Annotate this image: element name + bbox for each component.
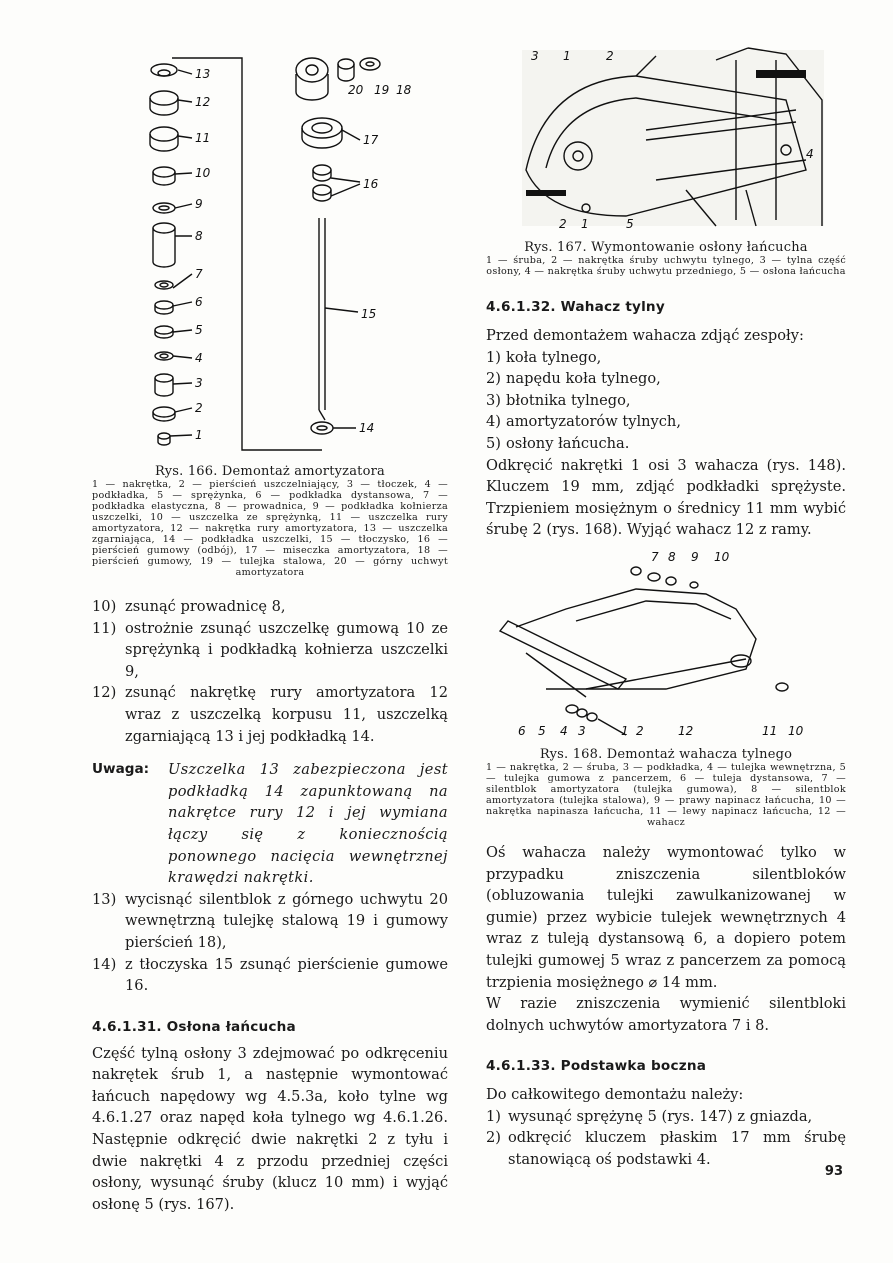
axis-paragraph: Oś wahacza należy wymontować tylko w przypadku zniszczenia silentbloków (obluzowania tulejki zawulkanizowanej w gumie) przez wybicie tulejek wewnętrznych 4 wraz z tuleją dystansową 6, a dopiero potem tulejki gumowej 5 wraz z pancerzem za pomocą trzpienia mosiężnego ⌀ 14 mm. bbox=[486, 843, 846, 991]
list-item: 13) wycisnąć silentblok z górnego uchwytu 20 wewnętrzną tulejkę stalową 19 i gumowy pierścień 18), bbox=[92, 890, 448, 951]
fig168-label-7: 7 bbox=[651, 549, 659, 564]
figure-166-title: Rys. 166. Demontaż amortyzatora bbox=[154, 464, 386, 479]
section-32-list bbox=[486, 347, 846, 455]
list-item: 14) z tłoczyska 15 zsunąć pierścienie gumowe 16. bbox=[92, 955, 448, 995]
list-item: 3) błotnika tylnego, bbox=[486, 391, 631, 409]
fig167-label-4: 4 bbox=[806, 147, 814, 161]
label-12: 12 bbox=[195, 95, 211, 109]
left-column bbox=[92, 40, 448, 1215]
fig167-label-5: 5 bbox=[626, 217, 634, 231]
figure-166-legend: 1 — nakrętka, 2 — pierścień uszczelniający, 3 — tłoczek, 4 — podkładka, 5 — sprężynka, 6 — podkładka dystansowa, 7 — podkładka elastyczna, 8 — prowadnica, 9 — podkładka kołnierza uszczelki, 10 — uszczelka ze sprężynką, 11 — uszczelka rury amortyzatora, 12 — nakrętka rury amortyzatora, 13 — uszczelka zgarniająca, 14 — podkładka uszczelki, 15 — tłoczysko, 16 — pierścień gumowy (odbój), 17 — miseczka amortyzatora, 18 — pierścień gumowy, 19 — tulejka stalowa, 20 — górny uchwyt amortyzatora bbox=[92, 479, 448, 578]
list-item: 2) napędu koła tylnego, bbox=[486, 370, 661, 388]
section-33-list bbox=[486, 1106, 846, 1171]
label-19: 19 bbox=[374, 83, 390, 97]
list-item: 5) osłony łańcucha. bbox=[486, 434, 630, 452]
fig168-label-8: 8 bbox=[668, 549, 676, 564]
list-item: 12) zsunąć nakrętkę rury amortyzatora 12 wraz z uszczelką korpusu 11, uszczelką zgarniającą 13 i jej podkładką 14. bbox=[92, 684, 448, 745]
figure-167-title: Rys. 167. Wymontowanie osłony łańcucha bbox=[524, 240, 808, 255]
fig167-label-2: 2 bbox=[606, 49, 614, 63]
figure-168-title: Rys. 168. Demontaż wahacza tylnego bbox=[539, 746, 793, 762]
note-text: Uszczelka 13 zabezpieczona jest podkładką 14 zapunktowaną na nakrętce rury 12 i jej wymiana łączy się z koniecznością ponownego nacięcia wewnętrznej krawędzi nakrętki. bbox=[168, 761, 448, 887]
label-2: 2 bbox=[195, 401, 203, 415]
fig168-label-12: 12 bbox=[678, 723, 694, 738]
figure-167-legend: 1 — śruba, 2 — nakrętka śruby uchwytu tylnego, 3 — tylna część osłony, 4 — nakrętka śruby uchwytu przedniego, 5 — osłona łańcucha bbox=[486, 255, 846, 277]
step-list-b bbox=[92, 889, 448, 997]
figure-167 bbox=[486, 40, 846, 277]
section-32-text: Odkręcić nakrętki 1 osi 3 wahacza (rys. 148). Kluczem 19 mm, zdjąć podkładki sprężyste. Trzpieniem mosiężnym o średnicy 11 mm wybić śrubę 2 (rys. 168). Wyjąć wahacz 12 z ramy. bbox=[486, 456, 846, 539]
figure-166 bbox=[92, 40, 448, 578]
warning-note bbox=[92, 759, 448, 889]
list-item: 11) ostrożnie zsunąć uszczelkę gumową 10 ze sprężynką i podkładką kołnierza uszczelki 9, bbox=[92, 619, 448, 680]
section-33-intro: Do całkowitego demontażu należy: bbox=[486, 1086, 744, 1104]
figure-168 bbox=[486, 549, 846, 828]
fig168-label-1: 1 bbox=[621, 723, 629, 738]
label-20: 20 bbox=[348, 83, 364, 97]
label-6: 6 bbox=[195, 295, 203, 309]
label-5: 5 bbox=[195, 323, 203, 337]
fig168-label-9: 9 bbox=[691, 549, 699, 564]
right-column bbox=[486, 40, 846, 1171]
shock-absorber-drawing bbox=[92, 40, 448, 456]
note-label: Uwaga: bbox=[92, 761, 150, 778]
label-11: 11 bbox=[195, 131, 211, 145]
swingarm-drawing bbox=[486, 549, 846, 739]
list-item: 4) amortyzatorów tylnych, bbox=[486, 413, 681, 431]
figure-168-legend: 1 — nakrętka, 2 — śruba, 3 — podkładka, 4 — tulejka wewnętrzna, 5 — tulejka gumowa z pancerzem, 6 — tuleja dystansowa, 7 — silentblok amortyzatora (tulejka gumowa), 8 — silentblok amortyzatora (tulejka stalowa), 9 — prawy napinacz łańcucha, 10 — nakrętka napinasza łańcucha, 11 — lewy napinacz łańcucha, 12 — wahacz bbox=[486, 761, 846, 828]
fig168-label-2: 2 bbox=[636, 723, 644, 738]
fig167-label-1b: 1 bbox=[581, 217, 589, 231]
label-18: 18 bbox=[396, 83, 412, 97]
label-9: 9 bbox=[195, 197, 203, 211]
label-10: 10 bbox=[195, 166, 211, 180]
fig168-label-10: 10 bbox=[714, 549, 730, 564]
list-item: 2) odkręcić kluczem płaskim 17 mm śrubę stanowiącą oś podstawki 4. bbox=[486, 1129, 846, 1169]
fig167-label-2b: 2 bbox=[559, 217, 567, 231]
replace-paragraph: W razie zniszczenia wymienić silentbloki dolnych uchwytów amortyzatora 7 i 8. bbox=[486, 995, 846, 1034]
section-heading-31: 4.6.1.31. Osłona łańcucha bbox=[92, 1018, 296, 1035]
label-3: 3 bbox=[195, 376, 203, 390]
fig168-label-6: 6 bbox=[518, 723, 526, 738]
label-14: 14 bbox=[359, 421, 375, 435]
label-16: 16 bbox=[363, 177, 379, 191]
fig168-label-3: 3 bbox=[578, 723, 586, 738]
section-heading-33: 4.6.1.33. Podstawka boczna bbox=[486, 1058, 707, 1075]
list-item: 10) zsunąć prowadnicę 8, bbox=[92, 598, 286, 615]
fig167-label-1: 1 bbox=[563, 49, 571, 63]
step-list-a bbox=[92, 596, 448, 747]
label-7: 7 bbox=[195, 267, 203, 281]
page-number: 93 bbox=[824, 1164, 843, 1179]
section-32-intro: Przed demontażem wahacza zdjąć zespoły: bbox=[486, 327, 804, 344]
fig168-label-5: 5 bbox=[538, 723, 546, 738]
chain-guard-drawing bbox=[486, 40, 846, 232]
label-1: 1 bbox=[195, 428, 203, 442]
fig168-label-10b: 10 bbox=[788, 723, 804, 738]
fig168-label-11: 11 bbox=[762, 723, 778, 738]
list-item: 1) wysunąć sprężynę 5 (rys. 147) z gniazda, bbox=[486, 1107, 813, 1125]
label-8: 8 bbox=[195, 229, 203, 243]
label-17: 17 bbox=[363, 133, 379, 147]
list-item: 1) koła tylnego, bbox=[486, 348, 602, 366]
label-4: 4 bbox=[195, 351, 203, 365]
label-13: 13 bbox=[195, 67, 211, 81]
label-15: 15 bbox=[361, 307, 377, 321]
section-31-text: Część tylną osłony 3 zdejmować po odkręceniu nakrętek śrub 1, a następnie wymontować łańcuch napędowy wg 4.5.3a, koło tylne wg 4.6.1.27 oraz napęd koła tylnego wg 4.6.1.26. Następnie odkręcić dwie nakrętki 2 z tyłu i dwie nakrętki 4 z przodu przedniej części osłony, wysunąć śruby (klucz 10 mm) i wyjąć osłonę 5 (rys. 167). bbox=[92, 1044, 448, 1213]
fig168-label-4: 4 bbox=[560, 723, 568, 738]
fig167-label-3: 3 bbox=[531, 49, 539, 63]
section-heading-32: 4.6.1.32. Wahacz tylny bbox=[486, 299, 665, 315]
